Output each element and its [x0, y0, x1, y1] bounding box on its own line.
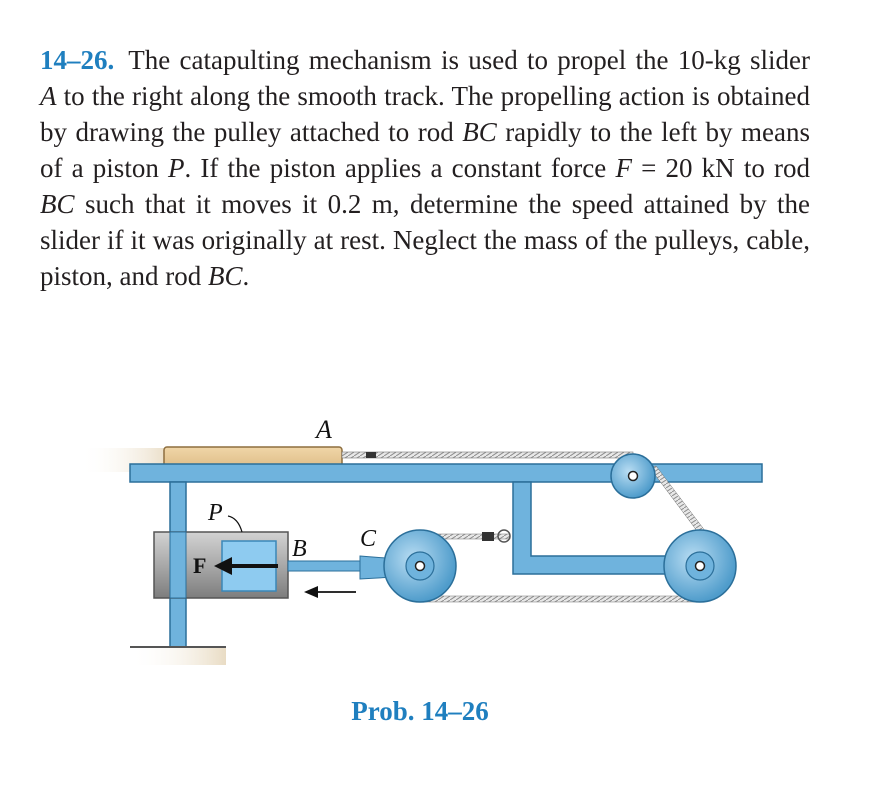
problem-text-7: .	[242, 261, 250, 291]
label-b: B	[292, 536, 307, 562]
var-p: P	[167, 153, 185, 183]
var-f: F	[615, 153, 632, 183]
problem-text-1: The catapulting mechanism is used to propel the 10-kg slider	[128, 45, 810, 75]
problem-text-5: = 20 kN to rod	[631, 153, 810, 183]
figure-caption	[0, 696, 840, 727]
pulley-bottom-axle	[696, 562, 705, 571]
var-a: A	[40, 81, 57, 111]
mechanism-diagram	[0, 400, 876, 700]
pulley-c-axle	[416, 562, 425, 571]
problem-text-4: . If the piston applies a constant force	[184, 153, 616, 183]
mechanism-figure	[0, 400, 876, 700]
problem-text-6: such that it moves it 0.2 m, determine the speed attained by the slider if it was originally at rest. Neglect the mass of the pulleys, cable, piston, and rod	[40, 189, 810, 291]
var-bc: BC	[40, 189, 75, 219]
post-over-cylinder	[170, 532, 186, 598]
problem-statement	[40, 42, 810, 294]
leader-p	[228, 516, 242, 532]
cable-clamp	[366, 452, 376, 458]
cable-top	[342, 452, 633, 458]
label-c: C	[360, 526, 377, 552]
ground-shading	[130, 647, 226, 665]
problem-text-3: rapidly to the left by means of a piston	[40, 117, 810, 183]
caption-number: 14–26	[421, 696, 489, 726]
label-a: A	[316, 415, 332, 444]
cable-anchor	[482, 532, 494, 541]
cable-bottom	[420, 596, 702, 602]
problem-number: 14–26.	[40, 45, 115, 75]
label-p: P	[208, 500, 223, 526]
label-f: F	[193, 553, 207, 578]
track	[130, 464, 762, 482]
problem-text-2: to the right along the smooth track. The propelling action is obtained by drawing the pulley attached to rod	[40, 81, 810, 147]
motion-arrow-head	[304, 586, 318, 598]
caption-prefix: Prob.	[351, 696, 415, 726]
var-bc: BC	[208, 261, 243, 291]
var-bc: BC	[462, 117, 497, 147]
pulley-top-axle	[629, 472, 638, 481]
